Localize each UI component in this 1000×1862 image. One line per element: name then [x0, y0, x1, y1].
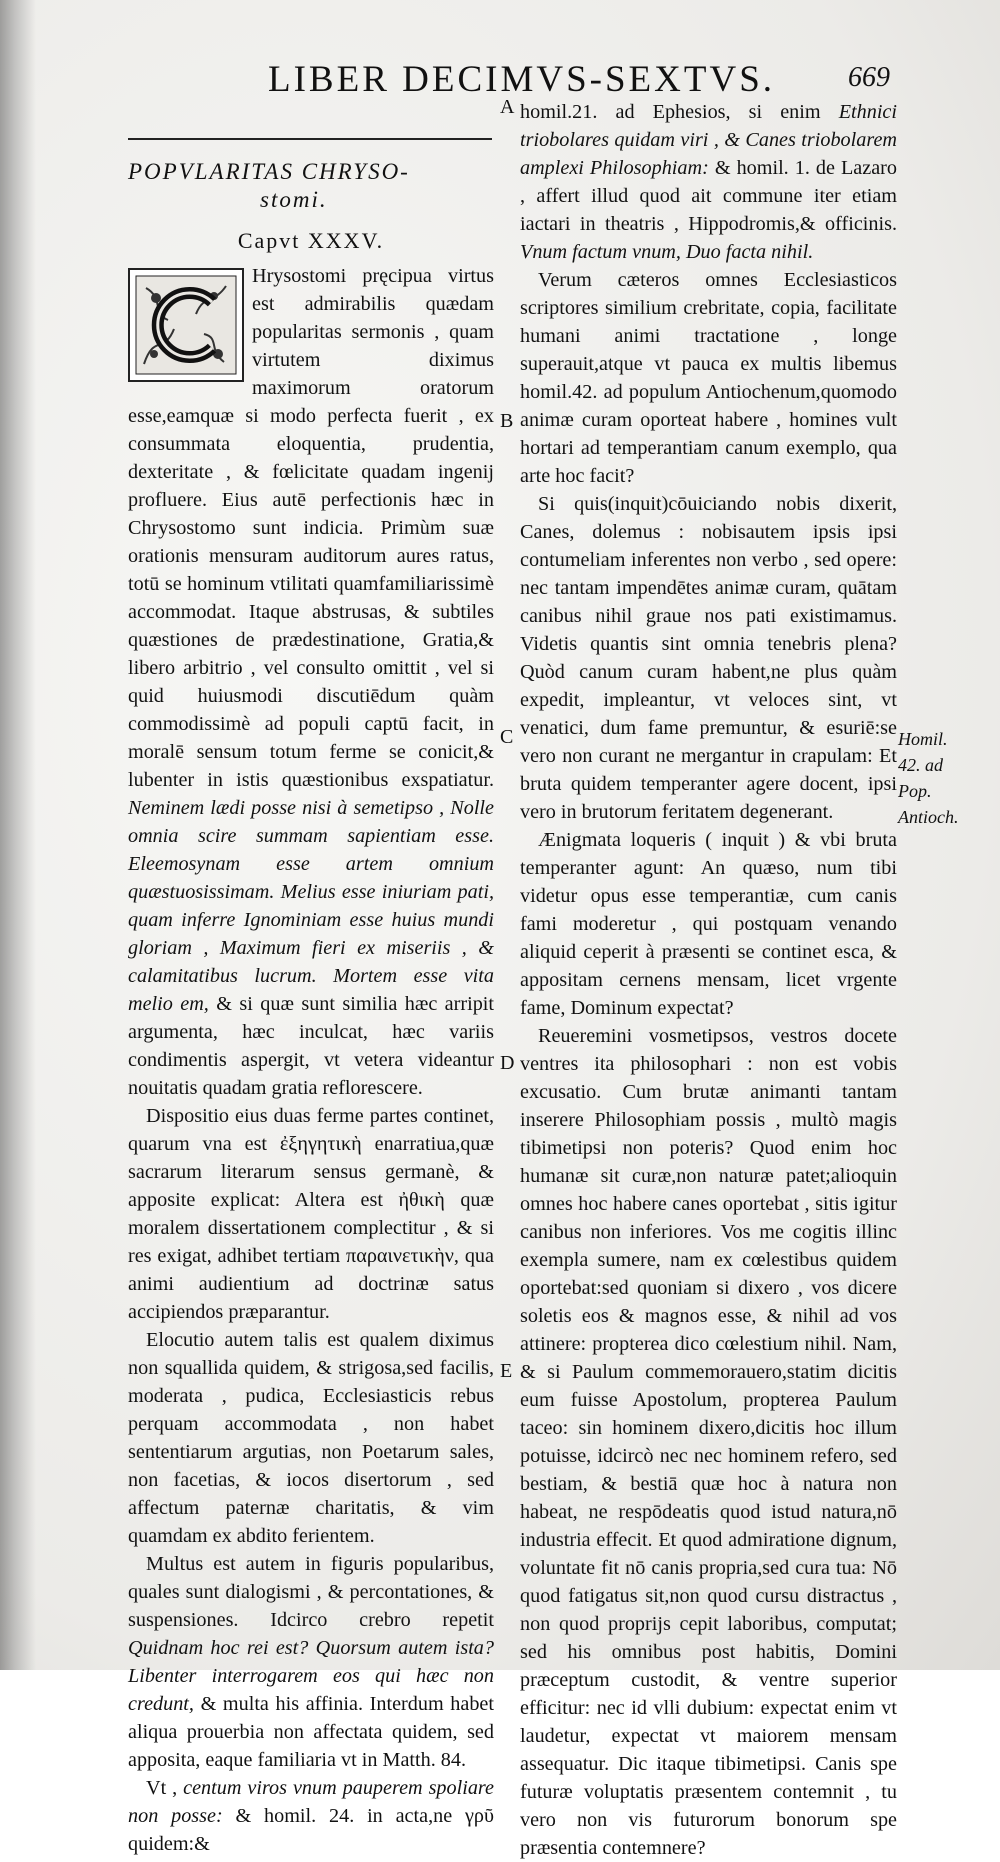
paragraph-4-quotes: Quidnam hoc rei est? Quorsum autem ista? Libenter interrogarem eos qui hæc non credunt,	[128, 1637, 494, 1715]
right-paragraph-0-mid: & homil. 1. de Lazaro , affert illud quod ait commune iter etiam iactari in theatris , Hippodromis,& officinis.	[520, 157, 897, 235]
running-header-title: LIBER DECIMVS-SEXTVS.	[268, 59, 776, 100]
ornamental-initial-c-icon	[128, 268, 244, 382]
paragraph-4-text: Multus est autem in figuris popularibus, quales sunt dialogismi , & percontationes, & suspensiones. Idcirco crebro repetit	[128, 1553, 494, 1631]
right-paragraph-3: Ænigmata loqueris ( inquit ) & vbi bruta temperanter agunt: An quæso, num tibi videtur opus esse temperantiæ, cum canis fami moderetur , qui postquam venando aliquid ceperit à præsenti se continet esca, & appositam cernens mensam, licet vrgente fame, Dominum expectat?	[520, 829, 897, 1019]
section-title-line1: POPVLARITAS CHRYSO-	[128, 159, 410, 184]
margin-note: Homil. 42. ad Pop. Antioch.	[898, 729, 959, 827]
paragraph-1-maxims: Neminem lædi posse nisi à semetipso , Nolle omnia scire summam sapientiam esse. Eleemosynam esse artem omnium quæstuosissimam. Melius esse iniuriam pati, quam inferre Ignominiam esse huius mundi gloriam , Maximum fieri ex miseriis , & calamitatibus lucrum. Mortem esse vita melio em,	[128, 797, 494, 1015]
section-marker-b: B	[500, 410, 514, 432]
paragraph-5-start: Vt ,	[146, 1777, 178, 1799]
section-title-line2: stomi.	[260, 187, 328, 212]
paragraph-1-end: & si quæ sunt similia hæc arripit argumenta, hæc inculcat, hæc variis condimentis aspergit, vt vetera videantur nouitatis quadam gratia reflorescere.	[128, 993, 495, 1099]
right-paragraph-2: Si quis(inquit)cōuiciando nobis dixerit, Canes, dolemus : nobisautem ipsis ipsi contumeliam inferentes non verbo , sed opere: nec tantam impendētes animæ curam, quātam canibus nihil graue nos pati existimamus. Videtis quantis sint omnia tenebris plena? Quòd canum curam habent,ne plus quàm expedit, impleantur, vt veloces sint, vt venatici, dum fame premuntur, & esuriē:se vero non curant ne mergantur in crapulam: Et bruta quidem temperanter agere docent, ipsi vero in brutorum feritatem degenerant.	[520, 493, 897, 823]
right-paragraph-0-quote: Ethnici triobolares quidam viri , & Canes triobolarem amplexi Philosophiam:	[520, 101, 897, 179]
paragraph-3: Elocutio autem talis est qualem diximus non squallida quidem, & strigosa,sed facilis, moderata , pudica, Ecclesiasticis rebus perquam accommodata , non habet sententiarum argutias, non Poetarum sales, non facetias, & iocos disertorum , sed affectum paternæ charitatis, & vim quamdam ex abdito ferientem.	[128, 1329, 494, 1547]
header-rule	[128, 138, 492, 140]
chapter-heading: Capvt XXXV.	[237, 228, 385, 253]
paragraph-2: Dispositio eius duas ferme partes continet, quarum vna est ἐξηγητικὴ enarratiua,quæ sacrarum literarum sensus germanè, & apposite explicat: Altera est ἠθικὴ quæ moralem dissertationem complectitur , & si res exigat, adhibet tertiam παραινετικὴν, qua animi audientium ad doctrinæ satus accipiendos præparantur.	[128, 1105, 494, 1323]
section-marker-d: D	[500, 1052, 515, 1074]
paragraph-5	[128, 1774, 494, 1858]
paragraph-5-end: & homil. 24. in acta,ne γρῦ quidem:&	[128, 1805, 494, 1855]
paragraph-5-proverb: centum viros vnum pauperem spoliare non posse:	[128, 1777, 494, 1827]
paragraph-1	[128, 262, 494, 1102]
right-paragraph-0-proverb: Vnum factum vnum, Duo facta nihil.	[520, 241, 814, 263]
right-paragraph-0-text: homil.21. ad Ephesios, si enim	[520, 101, 821, 123]
right-paragraph-4: Reueremini vosmetipsos, vestros docete ventres ita philosophari : non est vobis excusatio. Cum brutæ animanti tantam inserere Philosophiam possis , multò magis tibimetipsi non poteris? Quod enim hoc humanæ sit curæ,non naturæ patet;alioquin omnes hoc habere canes oportebat , sitis igitur canibus non inferiores. Vos me cogitis illinc exempla sumere, nam ex cœlestibus quidem oportebat:sed quoniam si dixero , vos dicere soletis eos & magnos esse, & nihil ad vos attinere: propterea dico cœlestium nihil. Nam, & si Paulum commemorauero,statim dicitis eum fuisse Apostolum, propterea Paulum taceo: sin hominem dixero,dicitis hoc illum potuisse, idcircò nec nec hominem refero, sed bestiam, & bestiā quæ hoc à natura non habeat, ne respōdeatis quod istud natura,nō industria effecit. Et quod admiratione dignum, voluntate fit nō canis propria,sed cura tua: Nō quod fatigatus sit,non quod cursu distractus , non quod proprijs cepit laboribus, computat; sed his omnibus post habitis, Domini præceptum custodit, & ventre superior efficitur: nec id vlli dubium: expectat enim vt laudetur, expectat vt maiorem mensam assequatur. Dic itaque tibimetipsi. Canis spe futuræ voluptatis præsentem contemnit , tu vero non vis futurorum bonorum spe præsentia contemnere?	[520, 1025, 897, 1859]
right-paragraph-0	[520, 98, 897, 266]
paragraph-1-text: Hrysostomi pręcipua virtus est admirabilis quædam popularitas sermonis , quam virtutem diximus maximorum oratorum esse,eamquæ si modo perfecta fuerit , ex consummata eloquentia, prudentia, dexteritate , & fœlicitate quadam ingenij profluere. Eius autē perfectionis hæc in Chrysostomo sunt indicia. Primùm suæ orationis mensuram auditorum aures ratus, totū se hominum vtilitati quamfamiliarissimè accommodat. Itaque abstrusas, & subtiles quæstiones de prædestinatione, Gratia,& libero arbitrio , vel consulto omittit , vel si quid huiusmodi discutiēdum quàm commodissimè ad populi captū facit, in moralē sensum totum ferme se conicit,& lubenter in istis quæstionibus exspatiatur.	[128, 265, 494, 791]
page-number: 669	[848, 62, 890, 93]
paragraph-4	[128, 1550, 494, 1774]
section-marker-a: A	[500, 96, 515, 118]
right-column	[520, 98, 897, 1862]
paragraph-4-end: & multa his affinia. Interdum habet aliqua prouerbia non affectata quidem, sed apposita, eaque familiaria vt in Matth. 84.	[128, 1693, 495, 1771]
section-title	[128, 158, 494, 214]
right-paragraph-1: Verum cæteros omnes Ecclesiasticos scriptores similium crebritate, copia, facilitate humani animi tractatione , longe superauit,atque vt pauca ex multis libemus homil.42. ad populum Antiochenum,quomodo animæ curam oporteat habere , homines vult hortari ad temperantiam canum exemplo, qua arte hoc facit?	[520, 269, 897, 487]
section-marker-e: E	[500, 1360, 513, 1382]
section-marker-c: C	[500, 726, 514, 748]
book-spine-shadow	[0, 0, 36, 1670]
left-column	[128, 158, 494, 1858]
